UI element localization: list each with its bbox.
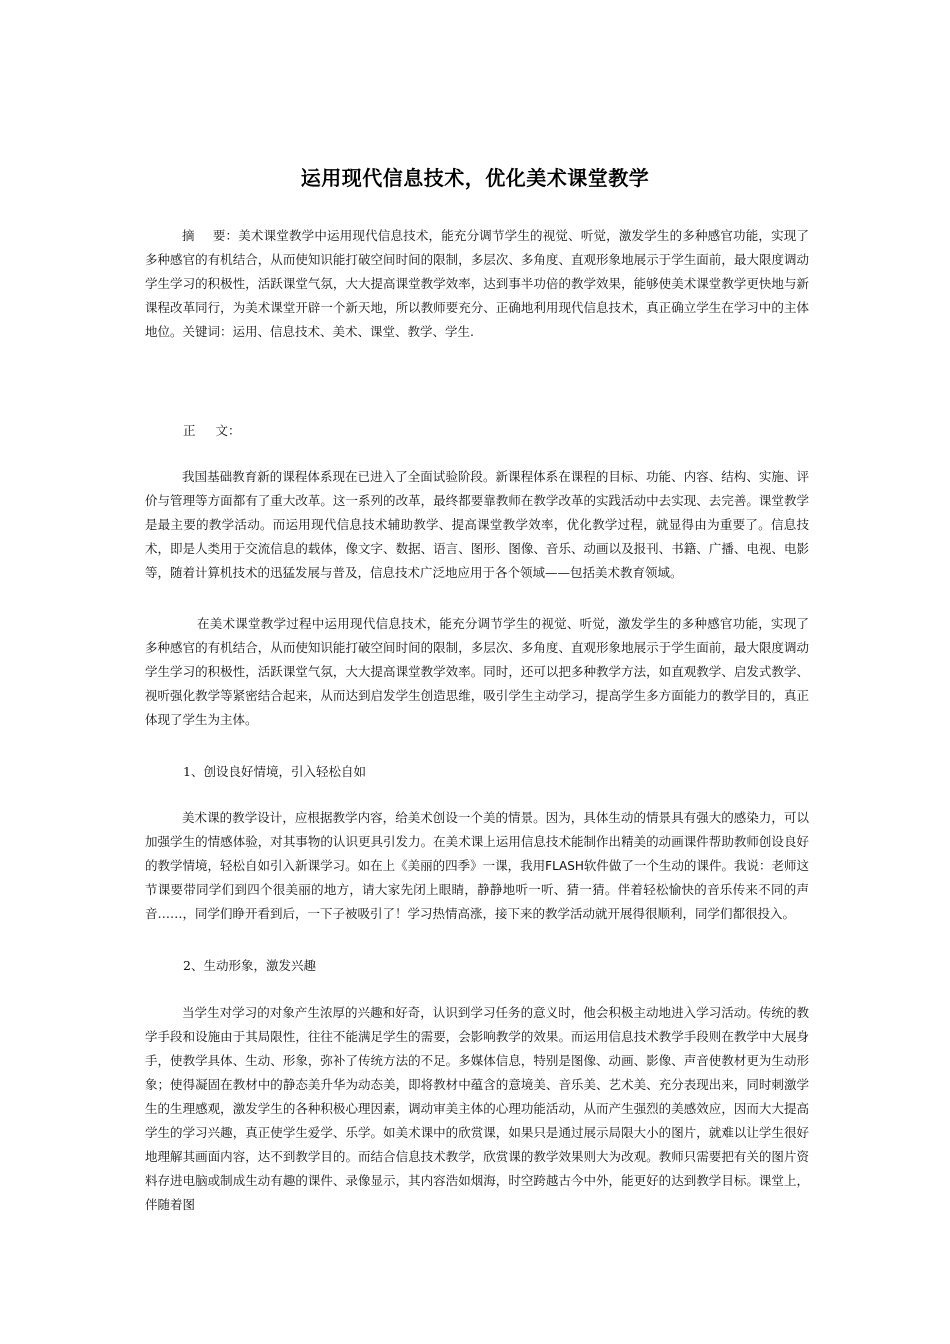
flash-term: FLASH [545,859,584,873]
paragraph-3-before: 美术课的教学设计，应根据教学内容，给美术创设一个美的情景。因为，具体生动的情景具有强大的感染力，可以加强学生的情感体验，对其事物的认识更具引发力。在美术课上运用信息技术能制作出精美的动画课件帮助教师创设良好的教学情境，轻松自如引入新课学习。如在上《美丽的四季》一课，我用 [145,810,809,873]
abstract-label-part2: 要： [212,228,239,243]
section-heading-1: 1、创设良好情境，引入轻松自如 [183,764,366,779]
body-label-part1: 正 [183,423,196,438]
paragraph-3-after: 软件做了一个生动的课件。我说：老师这节课要带同学们到四个很美丽的地方，请大家先闭上眼睛，静静地听一听、猜一猜。伴着轻松愉快的音乐传来不同的声音……，同学们睁开看到后，一下子被吸引了！学习热情高涨，接下来的教学活动就开展得很顺利，同学们都很投入。 [145,858,809,921]
document-title: 运用现代信息技术，优化美术课堂教学 [300,166,650,190]
paragraph-4: 当学生对学习的对象产生浓厚的兴趣和好奇，认识到学习任务的意义时，他会积极主动地进入学习活动。传统的教学手段和设施由于其局限性，往往不能满足学生的需要，会影响教学的效果。而运用信息技术教学手段则在教学中大展身手，使教学具体、生动、形象，弥补了传统方法的不足。多媒体信息，特别是图像、动画、影像、声音使教材更为生动形象；使得凝固在教材中的静态美升华为动态美，即将教材中蕴含的意境美、音乐美、艺术美、充分表现出来，同时刺激学生的生理感观，激发学生的各种积极心理因素，调动审美主体的心理功能活动，从而产生强烈的美感效应，因而大大提高学生的学习兴趣，真正使学生爱学、乐学。如美术课中的欣赏课，如果只是通过展示局限大小的图片，就难以让学生很好地理解其画面内容，达不到教学目的。而结合信息技术教学，欣赏课的教学效果则大为改观。教师只需要把有关的图片资料存进电脑或制成生动有趣的课件、录像显示，其内容浩如烟海，时空跨越古今中外，能更好的达到教学目标。课堂上，伴随着图 [145,1005,809,1212]
paragraph-2: 在美术课堂教学过程中运用现代信息技术，能充分调节学生的视觉、听觉，激发学生的多种感官功能，实现了多种感官的有机结合，从而使知识能打破空间时间的限制，多层次、多角度、直观形象地展示于学生面前，最大限度调动学生学习的积极性，活跃课堂气氛，大大提高课堂教学效率。同时，还可以把多种教学方法，如直观教学、启发式教学、视听强化教学等紧密结合起来，从而达到启发学生创造思维，吸引学生主动学习，提高学生多方面能力的教学目的，真正体现了学生为主体。 [145,616,809,727]
paragraph-3 [145,806,809,926]
body-label [183,419,241,443]
body-label-part2: 文： [215,423,241,438]
abstract-paragraph [145,224,809,344]
paragraph-1: 我国基础教育新的课程体系现在已进入了全面试验阶段。新课程体系在课程的目标、功能、内容、结构、实施、评价与管理等方面都有了重大改革。这一系列的改革，最终都要靠教师在教学改革的实践活动中去实现、去完善。课堂教学是最主要的教学活动。而运用现代信息技术辅助教学、提高课堂教学效率，优化教学过程，就显得由为重要了。信息技术，即是人类用于交流信息的载体，像文字、数据、语言、图形、图像、音乐、动画以及报刊、书籍、广播、电视、电影等，随着计算机技术的迅猛发展与普及，信息技术广泛地应用于各个领域——包括美术教育领域。 [145,469,809,580]
abstract-label-part1: 摘 [182,228,195,243]
abstract-text: 美术课堂教学中运用现代信息技术，能充分调节学生的视觉、听觉，激发学生的多种感官功能，实现了多种感官的有机结合，从而使知识能打破空间时间的限制，多层次、多角度、直观形象地展示于学生面前，最大限度调动学生学习的积极性，活跃课堂气氛，大大提高课堂教学效率，达到事半功倍的教学效果，能够使美术课堂教学更快地与新课程改革同行，为美术课堂开辟一个新天地，所以教师要充分、正确地利用现代信息技术，真正确立学生在学习中的主体地位。关键词：运用、信息技术、美术、课堂、教学、学生. [145,228,809,339]
section-heading-2: 2、生动形象，激发兴趣 [183,958,316,973]
